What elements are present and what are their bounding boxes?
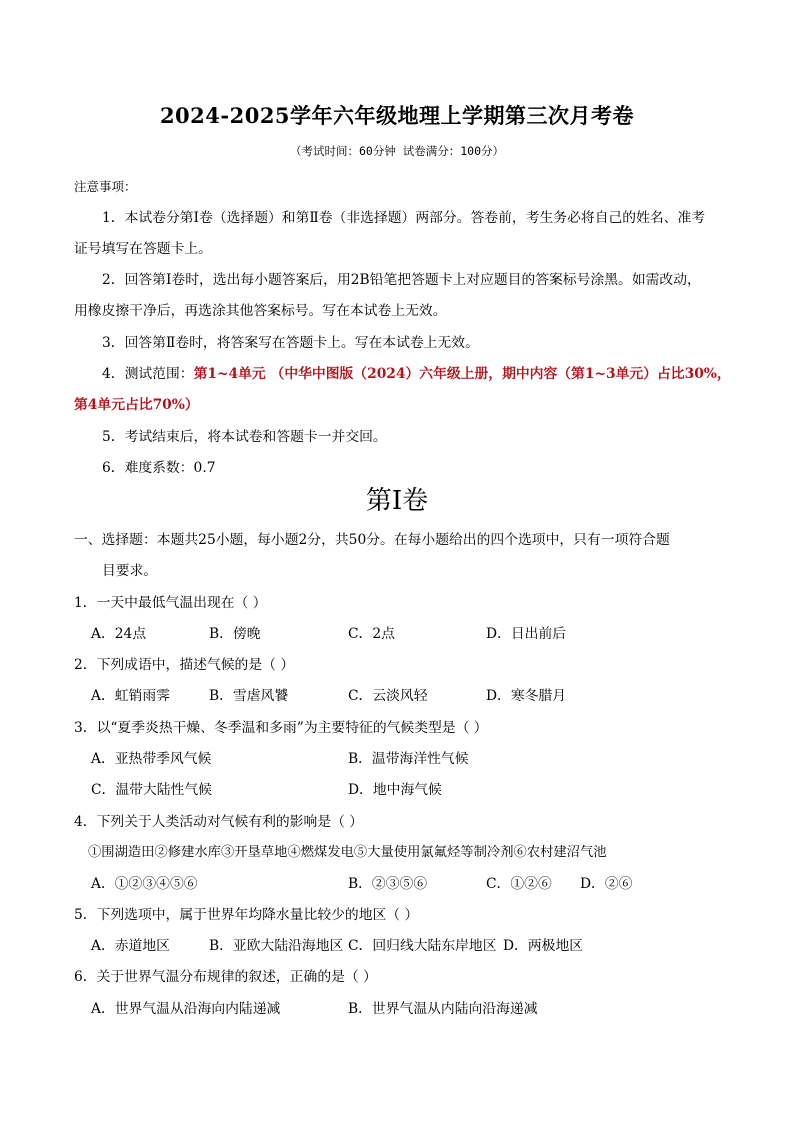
question-3-option-c: C．温带大陆性气候 [91,782,212,798]
question-4-option-a: A．①②③④⑤⑥ [91,876,198,892]
question-5-option-c: C．回归线大陆东岸地区 [348,938,497,954]
question-4-option-c: C．①②⑥ [486,876,552,892]
page-title: 2024-2025学年六年级地理上学期第三次月考卷 [159,103,635,128]
question-4-option-b: B．②③⑤⑥ [348,876,428,892]
question-3-option-a: A．亚热带季风气候 [91,751,212,767]
question-2-option-b: B．雪虐风饕 [209,688,289,704]
section-instruction-line-1: 一、选择题：本题共25小题，每小题2分，共50分。在每小题给出的四个选项中，只有一项符合题 [74,532,670,548]
note-2-line-2: 用橡皮擦干净后，再选涂其他答案标号。写在本试卷上无效。 [74,303,447,319]
question-2-option-d: D．寒冬腊月 [486,688,567,704]
question-2-option-c: C．云淡风轻 [348,688,428,704]
question-5-option-d: D．两极地区 [503,938,584,954]
question-3-option-d: D．地中海气候 [348,782,442,798]
question-2-option-a: A．虹销雨霁 [91,688,170,704]
question-1-option-c: C．2点 [348,626,395,642]
question-1-stem: 1．一天中最低气温出现在（ ） [74,595,267,611]
question-4-option-d: D．②⑥ [580,876,633,892]
section-instruction-line-2: 目要求。 [102,563,158,579]
question-1-option-d: D．日出前后 [486,626,567,642]
note-5: 5．考试结束后，将本试卷和答题卡一并交回。 [102,429,387,445]
notes-heading: 注意事项： [74,179,137,194]
note-4-line-1 [102,362,731,382]
section-title: 第Ⅰ卷 [365,486,429,516]
question-3-stem: 3．以“夏季炎热干燥、冬季温和多雨”为主要特征的气候类型是（ ） [74,720,488,736]
note-4-line-2: 第4单元占比70%） [74,397,199,413]
note-3: 3．回答第Ⅱ卷时，将答案写在答题卡上。写在本试卷上无效。 [102,335,479,351]
note-4-scope: 第1~4单元 （中华中图版（2024）六年级上册，期中内容（第1~3单元）占比30%， [193,366,731,382]
question-5-stem: 5．下列选项中，属于世界年均降水量比较少的地区（ ） [74,907,419,923]
question-1-option-a: A．24点 [91,626,147,642]
question-5-option-a: A．赤道地区 [91,938,170,954]
note-2-line-1: 2．回答第Ⅰ卷时，选出每小题答案后，用2B铅笔把答题卡上对应题目的答案标号涂黑。如需改动， [102,272,701,288]
exam-info: （考试时间：60分钟 试卷满分：100分） [289,144,505,158]
note-1-line-1: 1．本试卷分第Ⅰ卷（选择题）和第Ⅱ卷（非选择题）两部分。答卷前，考生务必将自己的姓名、准考 [102,210,706,226]
question-6-option-b: B．世界气温从内陆向沿海递减 [348,1001,538,1017]
note-1-line-2: 证号填写在答题卡上。 [74,241,212,257]
note-6: 6．难度系数：0.7 [102,460,216,476]
question-6-option-a: A．世界气温从沿海向内陆递减 [91,1001,281,1017]
question-4-stem: 4．下列关于人类活动对气候有利的影响是（ ） [74,814,364,830]
question-6-stem: 6．关于世界气温分布规律的叙述，正确的是（ ） [74,969,377,985]
question-5-option-b: B．亚欧大陆沿海地区 [209,938,344,954]
question-4-items: ①围湖造田②修建水库③开垦草地④燃煤发电⑤大量使用氯氟烃等制冷剂⑥农村建沼气池 [88,845,607,860]
question-3-option-b: B．温带海洋性气候 [348,751,469,767]
question-1-option-b: B．傍晚 [209,626,261,642]
note-4-prefix: 4．测试范围： [102,366,194,382]
question-2-stem: 2．下列成语中，描述气候的是（ ） [74,657,295,673]
